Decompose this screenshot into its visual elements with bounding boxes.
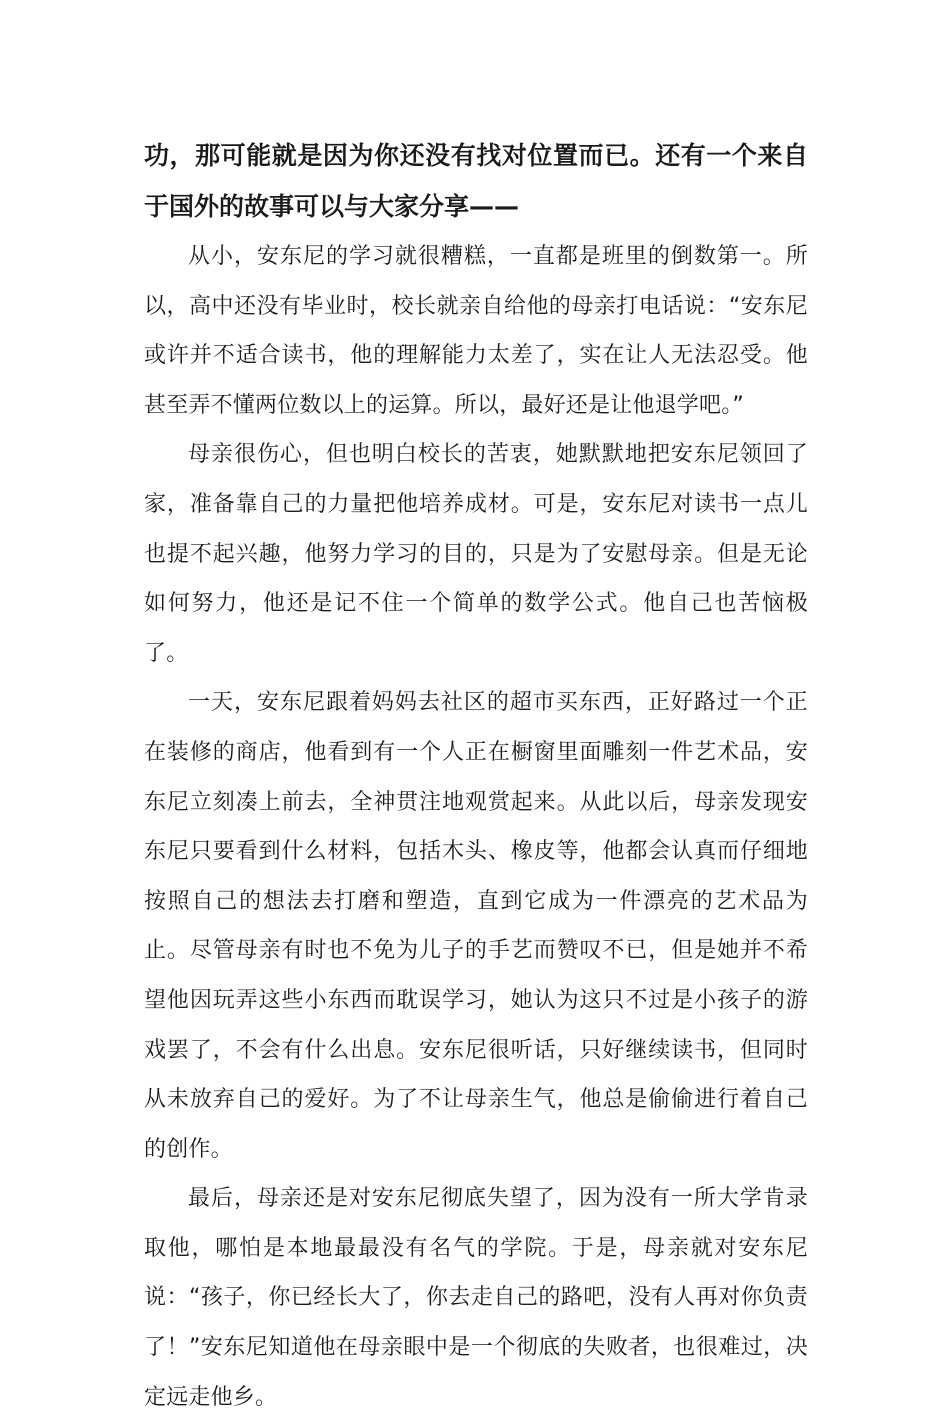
document-body: [144, 130, 808, 1422]
paragraph-leaving-home: 最后，母亲还是对安东尼彻底失望了，因为没有一所大学肯录取他，哪怕是本地最最没有名气的学院。于是，母亲就对安东尼说：“孩子，你已经长大了，你去走自己的路吧，没有人再对你负责了！”安东尼知道他在母亲眼中是一个彻底的失败者，也很难过，决定远走他乡。: [144, 1186, 808, 1410]
paragraph-school-dropout: 从小，安东尼的学习就很糟糕，一直都是班里的倒数第一。所以，高中还没有毕业时，校长就亲自给他的母亲打电话说：“安东尼或许并不适合读书，他的理解能力太差了，实在让人无法忍受。他甚至弄不懂两位数以上的运算。所以，最好还是让他退学吧。”: [144, 244, 808, 418]
paragraph-mother-sad: 母亲很伤心，但也明白校长的苦衷，她默默地把安东尼领回了家，准备靠自己的力量把他培养成材。可是，安东尼对读书一点儿也提不起兴趣，他努力学习的目的，只是为了安慰母亲。但是无论如何努力，他还是记不住一个简单的数学公式。他自己也苦恼极了。: [144, 442, 808, 666]
paragraph-carving-hobby: 一天，安东尼跟着妈妈去社区的超市买东西，正好路过一个正在装修的商店，他看到有一个人正在橱窗里面雕刻一件艺术品，安东尼立刻凑上前去，全神贯注地观赏起来。从此以后，母亲发现安东尼只要看到什么材料，包括木头、橡皮等，他都会认真而仔细地按照自己的想法去打磨和塑造，直到它成为一件漂亮的艺术品为止。尽管母亲有时也不免为儿子的手艺而赞叹不已，但是她并不希望他因玩弄这些小东西而耽误学习，她认为这只不过是小孩子的游戏罢了，不会有什么出息。安东尼很听话，只好继续读书，但同时从未放弃自己的爱好。为了不让母亲生气，他总是偷偷进行着自己的创作。: [144, 690, 808, 1162]
paragraph-continuation: 功，那可能就是因为你还没有找对位置而已。还有一个来自于国外的故事可以与大家分享——: [144, 141, 808, 221]
